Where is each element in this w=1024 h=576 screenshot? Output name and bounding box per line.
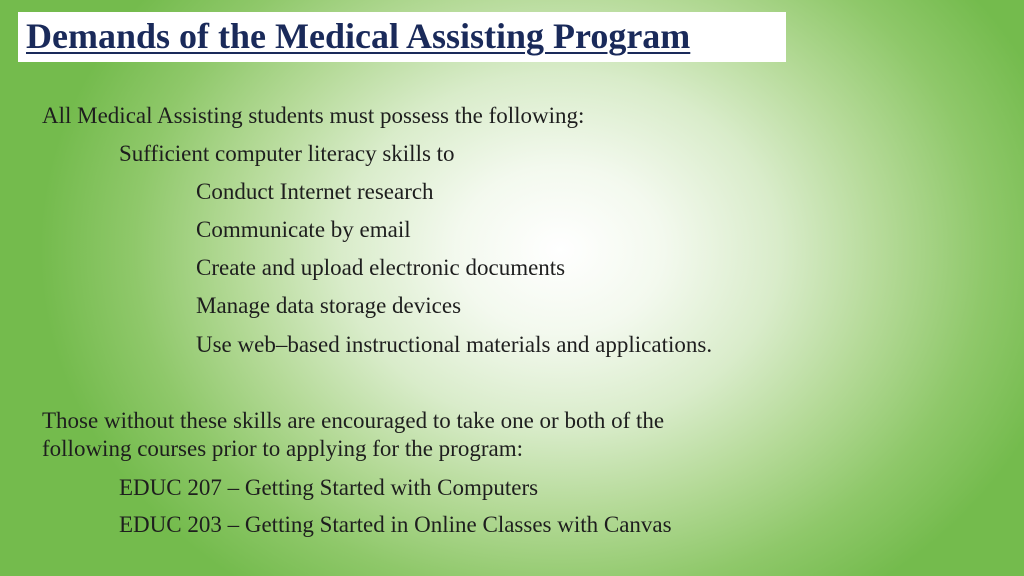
skill-item: Manage data storage devices [196,293,462,318]
skills-heading: Sufficient computer literacy skills to [119,141,455,166]
skill-item: Create and upload electronic documents [196,255,566,280]
note-line-1: Those without these skills are encouraged to take one or both of the [42,408,665,433]
skill-item: Conduct Internet research [196,179,434,204]
note-line-2: following courses prior to applying for the program: [42,436,523,461]
skill-item: Communicate by email [196,217,411,242]
course-item: EDUC 203 – Getting Started in Online Classes with Canvas [119,512,672,537]
skill-item: Use web–based instructional materials and applications. [196,332,713,357]
course-item: EDUC 207 – Getting Started with Computers [119,475,539,500]
intro-text: All Medical Assisting students must possess the following: [42,103,585,128]
slide-title: Demands of the Medical Assisting Program [26,16,691,56]
